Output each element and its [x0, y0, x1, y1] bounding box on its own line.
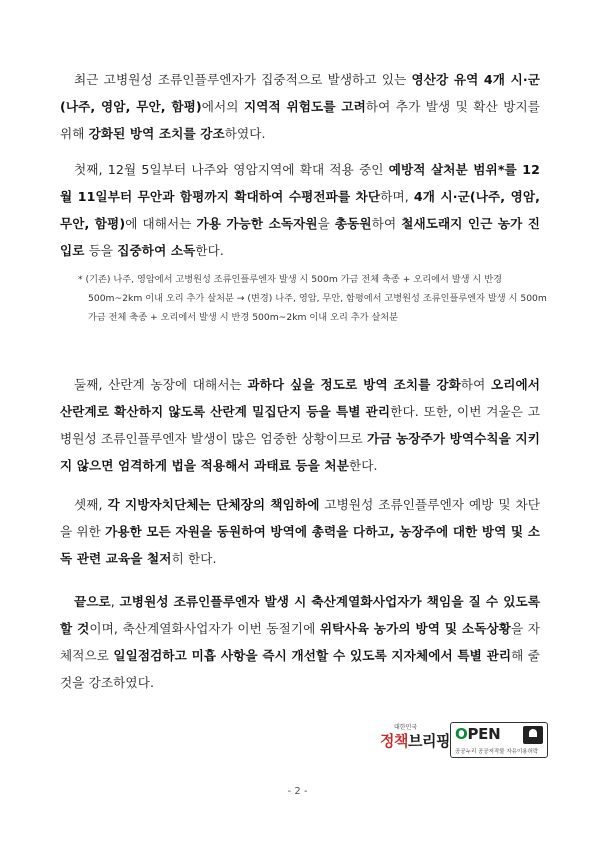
body-text: 셋째, [74, 497, 108, 512]
emphasis-text: 일일점검하고 미흡 사항을 즉시 개선할 수 있도록 지자체에서 특별 관리 [113, 648, 512, 663]
emphasis-text: 지역적 위험도를 고려 [243, 99, 366, 114]
body-text: 을 자체적으로 [60, 621, 541, 663]
emphasis-text: 각 지방자치단체는 단체장의 책임하에 [107, 497, 320, 512]
paragraph-first [60, 156, 540, 264]
emphasis-text: 끝으로 [74, 594, 111, 609]
emphasis-text: 오리에서 산란계로 확산하지 않도록 산란계 밀집단지 등을 특별 관리 [60, 377, 541, 419]
emphasis-text: 4개 시·군(나주, 영암, 무안, 함평) [60, 189, 540, 231]
body-text: 에 대해서는 [125, 216, 197, 231]
emphasis-text: 가용 가능한 소독자원 [196, 216, 318, 231]
emphasis-text: 강화된 방역 조치를 강조 [88, 126, 225, 141]
body-text: 하였다. [224, 126, 266, 141]
logo-big-text-dark: 브리핑 [407, 732, 450, 750]
open-license-subtext: 공공누리 공공저작물 자유이용허락 [455, 749, 539, 755]
body-text: 해 줄 것을 강조하였다. [60, 648, 540, 690]
page-number: - 2 - [287, 786, 308, 797]
emphasis-text: 가용한 모든 자원을 동원하여 방역에 총력을 다하고, 농장주에 대한 방역 및 소독 관련 교육을 철저 [60, 524, 540, 566]
body-text: 최근 고병원성 조류인플루엔자가 집중적으로 발생하고 있는 [74, 72, 412, 87]
logo-big-text [380, 730, 450, 751]
logo-small-text: 대한민국 [394, 724, 418, 731]
open-license-logo [450, 722, 548, 758]
body-text: 한다. [348, 458, 378, 473]
body-text: , [110, 594, 120, 609]
body-text: 한다. [195, 243, 224, 258]
body-text: 둘째, 산란계 농장에 대해서는 [74, 377, 248, 392]
policy-briefing-logo [380, 720, 450, 764]
emphasis-text: 가금 농장주가 방역수칙을 지키지 않으면 엄격하게 법을 적용해서 과태료 등을 처분 [60, 431, 540, 473]
body-text: 등을 [84, 243, 118, 258]
paragraph-third [60, 491, 540, 572]
emphasis-text: 고병원성 조류인플루엔자 발생 시 축산계열화사업자가 책임을 질 수 있도록 할 것 [60, 594, 540, 636]
body-text: 한다. 또한, 이번 겨울은 고병원성 조류인플루엔자 발생이 많은 엄중한 상황이므로 [60, 404, 541, 446]
paragraph-final [60, 588, 540, 696]
emphasis-text: 과하다 싶을 정도로 방역 조치를 강화 [247, 377, 461, 392]
body-text: 하여 [460, 377, 491, 392]
emphasis-text: 집중하여 소독 [117, 243, 196, 258]
body-text: 하며, [380, 189, 414, 204]
paragraph-second [60, 371, 540, 479]
body-text: 하여 [371, 216, 402, 231]
emphasis-text: 위탁사육 농가의 방역 및 소독상황 [319, 621, 512, 636]
open-logo-text: OPEN [455, 725, 501, 743]
footnote: * (기존) 나주, 영암에서 고병원성 조류인플루엔자 발생 시 500m 가금 전체 축종 + 오리에서 발생 시 반경 500m~2km 이내 오리 추가 살처분 → (변경) 나주, 영암, 무안, 함평에서 고병원성 조류인플루엔자 발생 시 500m 가금 전체 축종 + 오리에서 발생 시 반경 500m~2km 이내 오리 추가 살처분 [78, 274, 547, 323]
person-icon [523, 726, 543, 744]
emphasis-text: 영산강 유역 4개 시·군(나주, 영암, 무안, 함평) [60, 72, 540, 114]
emphasis-text: 예방적 살처분 범위*를 12월 11일부터 무안과 함평까지 확대하여 수평전파를 차단 [60, 162, 541, 204]
body-text: 하여 추가 발생 및 확산 방지를 위해 [60, 99, 540, 141]
body-text: 첫째, 12월 5일부터 나주와 영암지역에 확대 적용 중인 [74, 162, 389, 177]
paragraph-intro [60, 66, 540, 147]
open-logo-rest: PEN [467, 725, 501, 743]
logo-big-text-red: 정책 [380, 732, 408, 750]
emphasis-text: 총동원 [334, 216, 372, 231]
body-text: 을 [317, 216, 335, 231]
body-text: 이며, 축산계열화사업자가 이번 동절기에 [89, 621, 320, 636]
body-text: 고병원성 조류인플루엔자 예방 및 차단을 위한 [60, 497, 541, 539]
footer-logos [380, 720, 550, 764]
body-text: 에서의 [201, 99, 244, 114]
emphasis-text: 철새도래지 인근 농가 진입로 [60, 216, 541, 258]
body-text: 히 한다. [171, 551, 217, 566]
